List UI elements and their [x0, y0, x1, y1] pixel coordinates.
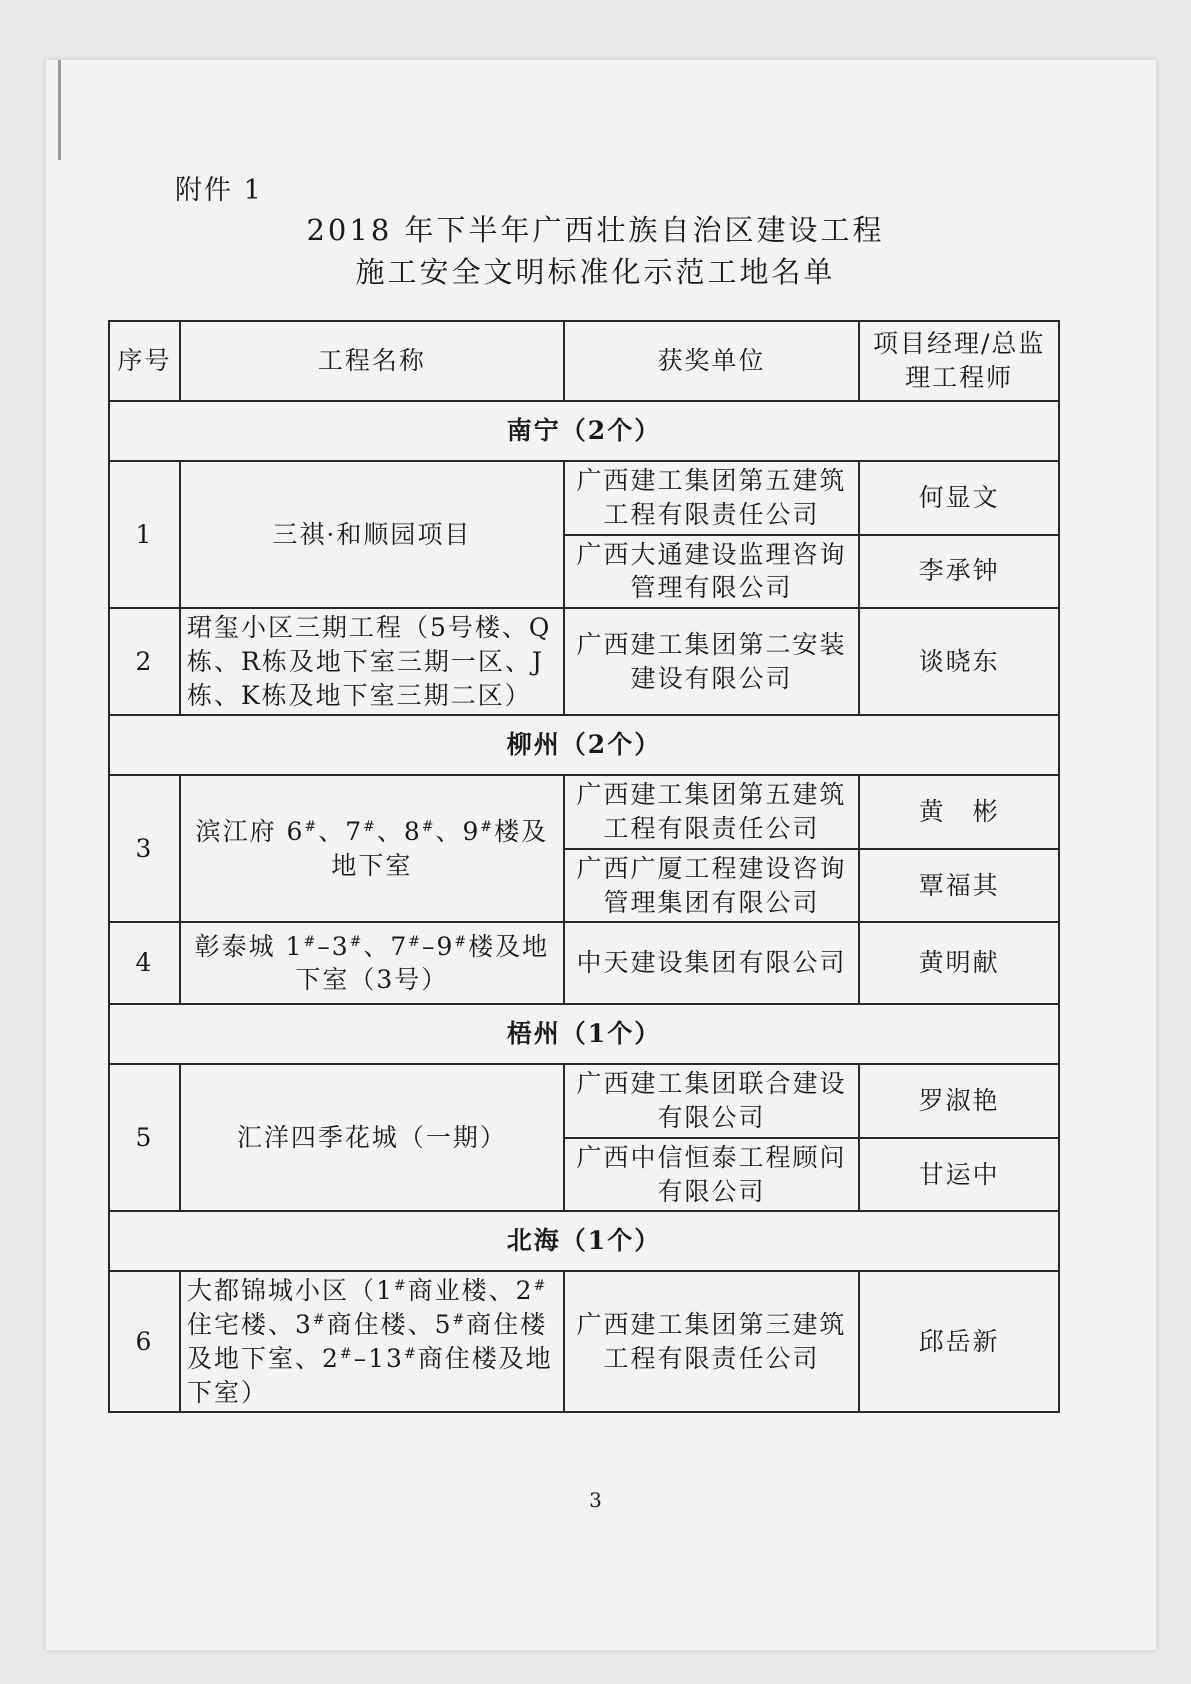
award-unit: 广西建工集团第三建筑工程有限责任公司 — [564, 1271, 860, 1412]
table-row — [109, 1271, 1059, 1412]
project-text-part: 商住楼及地下室、2 — [187, 1310, 548, 1373]
hash-mark: # — [408, 933, 422, 950]
award-unit: 广西建工集团第五建筑工程有限责任公司 — [564, 461, 860, 535]
project-text-part: 、9 — [435, 817, 481, 846]
project-name: 汇洋四季花城（一期） — [180, 1064, 564, 1211]
table-row — [109, 922, 1059, 1004]
hash-mark: # — [480, 819, 495, 835]
site-list-table — [108, 320, 1060, 1413]
row-seq: 5 — [109, 1064, 180, 1211]
row-seq: 1 — [109, 461, 180, 608]
table-row — [109, 1064, 1059, 1138]
award-unit: 广西中信恒泰工程顾问有限公司 — [564, 1138, 860, 1212]
project-name — [180, 1271, 564, 1412]
project-text-part: –3 — [317, 931, 350, 961]
title-line-2: 施工安全文明标准化示范工地名单 — [355, 255, 836, 289]
award-unit: 广西广厦工程建设咨询管理集团有限公司 — [564, 849, 860, 923]
project-text-part: 、7 — [318, 817, 364, 846]
manager-name: 罗淑艳 — [859, 1064, 1059, 1138]
hash-mark: # — [303, 933, 318, 950]
header-manager: 项目经理/总监理工程师 — [859, 321, 1059, 401]
award-unit: 广西大通建设监理咨询管理有限公司 — [564, 535, 860, 609]
hash-mark: # — [339, 1345, 354, 1362]
project-text-part: –9 — [421, 931, 455, 961]
hash-mark: # — [363, 819, 377, 835]
project-text-part: 大都锦城小区（1 — [187, 1276, 394, 1306]
hash-mark: # — [304, 819, 319, 835]
hash-mark: # — [393, 1278, 408, 1295]
award-unit: 中天建设集团有限公司 — [564, 922, 860, 1004]
project-text-part: 住宅楼、3 — [187, 1310, 313, 1339]
header-project: 工程名称 — [180, 321, 564, 401]
manager-name: 何显文 — [859, 461, 1059, 535]
region-row-nanning — [109, 401, 1059, 461]
row-seq: 2 — [109, 608, 180, 715]
hash-mark: # — [403, 1345, 418, 1362]
row-seq: 6 — [109, 1271, 180, 1412]
region-wuzhou: 梧州（1个） — [109, 1004, 1059, 1064]
region-beihai: 北海（1个） — [109, 1211, 1059, 1271]
table-header-row — [109, 321, 1059, 401]
table-row — [109, 608, 1059, 715]
manager-name: 谈晓东 — [859, 608, 1059, 715]
manager-name: 黄 彬 — [859, 775, 1059, 849]
manager-name: 覃福其 — [859, 849, 1059, 923]
header-seq: 序号 — [109, 321, 180, 401]
project-name — [180, 922, 564, 1004]
manager-name: 邱岳新 — [859, 1271, 1059, 1412]
region-liuzhou: 柳州（2个） — [109, 715, 1059, 775]
hash-mark: # — [312, 1312, 327, 1328]
region-nanning: 南宁（2个） — [109, 401, 1059, 461]
title-line-1: 2018 年下半年广西壮族自治区建设工程 — [306, 213, 885, 247]
page-edge-mark — [58, 60, 61, 160]
project-text-part: –13 — [353, 1343, 404, 1373]
table-row — [109, 461, 1059, 535]
row-seq: 4 — [109, 922, 180, 1004]
project-text-part: 楼及地下室（3号） — [295, 931, 550, 995]
award-unit: 广西建工集团联合建设有限公司 — [564, 1064, 860, 1138]
attachment-label: 附件 1 — [175, 175, 263, 206]
project-text-part: 彰泰城 1 — [194, 931, 304, 961]
project-text-part: 、8 — [376, 817, 422, 846]
row-seq: 3 — [109, 775, 180, 922]
table-row — [109, 775, 1059, 849]
project-text-part: 商住楼及地下室） — [187, 1343, 553, 1407]
hash-mark: # — [452, 1312, 467, 1328]
project-text-part: 商业楼、2 — [407, 1276, 534, 1306]
project-text-part: 楼及地下室 — [331, 817, 549, 880]
manager-name: 李承钟 — [859, 535, 1059, 609]
project-text-part: 、7 — [363, 931, 409, 961]
region-row-wuzhou — [109, 1004, 1059, 1064]
project-name — [180, 775, 564, 922]
region-row-beihai — [109, 1211, 1059, 1271]
hash-mark: # — [421, 819, 436, 835]
award-unit: 广西建工集团第二安装建设有限公司 — [564, 608, 860, 715]
award-unit: 广西建工集团第五建筑工程有限责任公司 — [564, 775, 860, 849]
hash-mark: # — [454, 933, 469, 950]
hash-mark: # — [533, 1278, 548, 1295]
manager-name: 黄明献 — [859, 922, 1059, 1004]
hash-mark: # — [349, 933, 364, 950]
project-text-part: 滨江府 6 — [195, 817, 305, 846]
region-row-liuzhou — [109, 715, 1059, 775]
page-number: 3 — [589, 1488, 602, 1512]
project-name: 三祺·和顺园项目 — [180, 461, 564, 608]
project-name: 珺玺小区三期工程（5号楼、Q栋、R栋及地下室三期一区、J栋、K栋及地下室三期二区） — [180, 608, 564, 715]
header-unit: 获奖单位 — [564, 321, 860, 401]
project-text-part: 商住楼、5 — [326, 1310, 453, 1339]
manager-name: 甘运中 — [859, 1138, 1059, 1212]
